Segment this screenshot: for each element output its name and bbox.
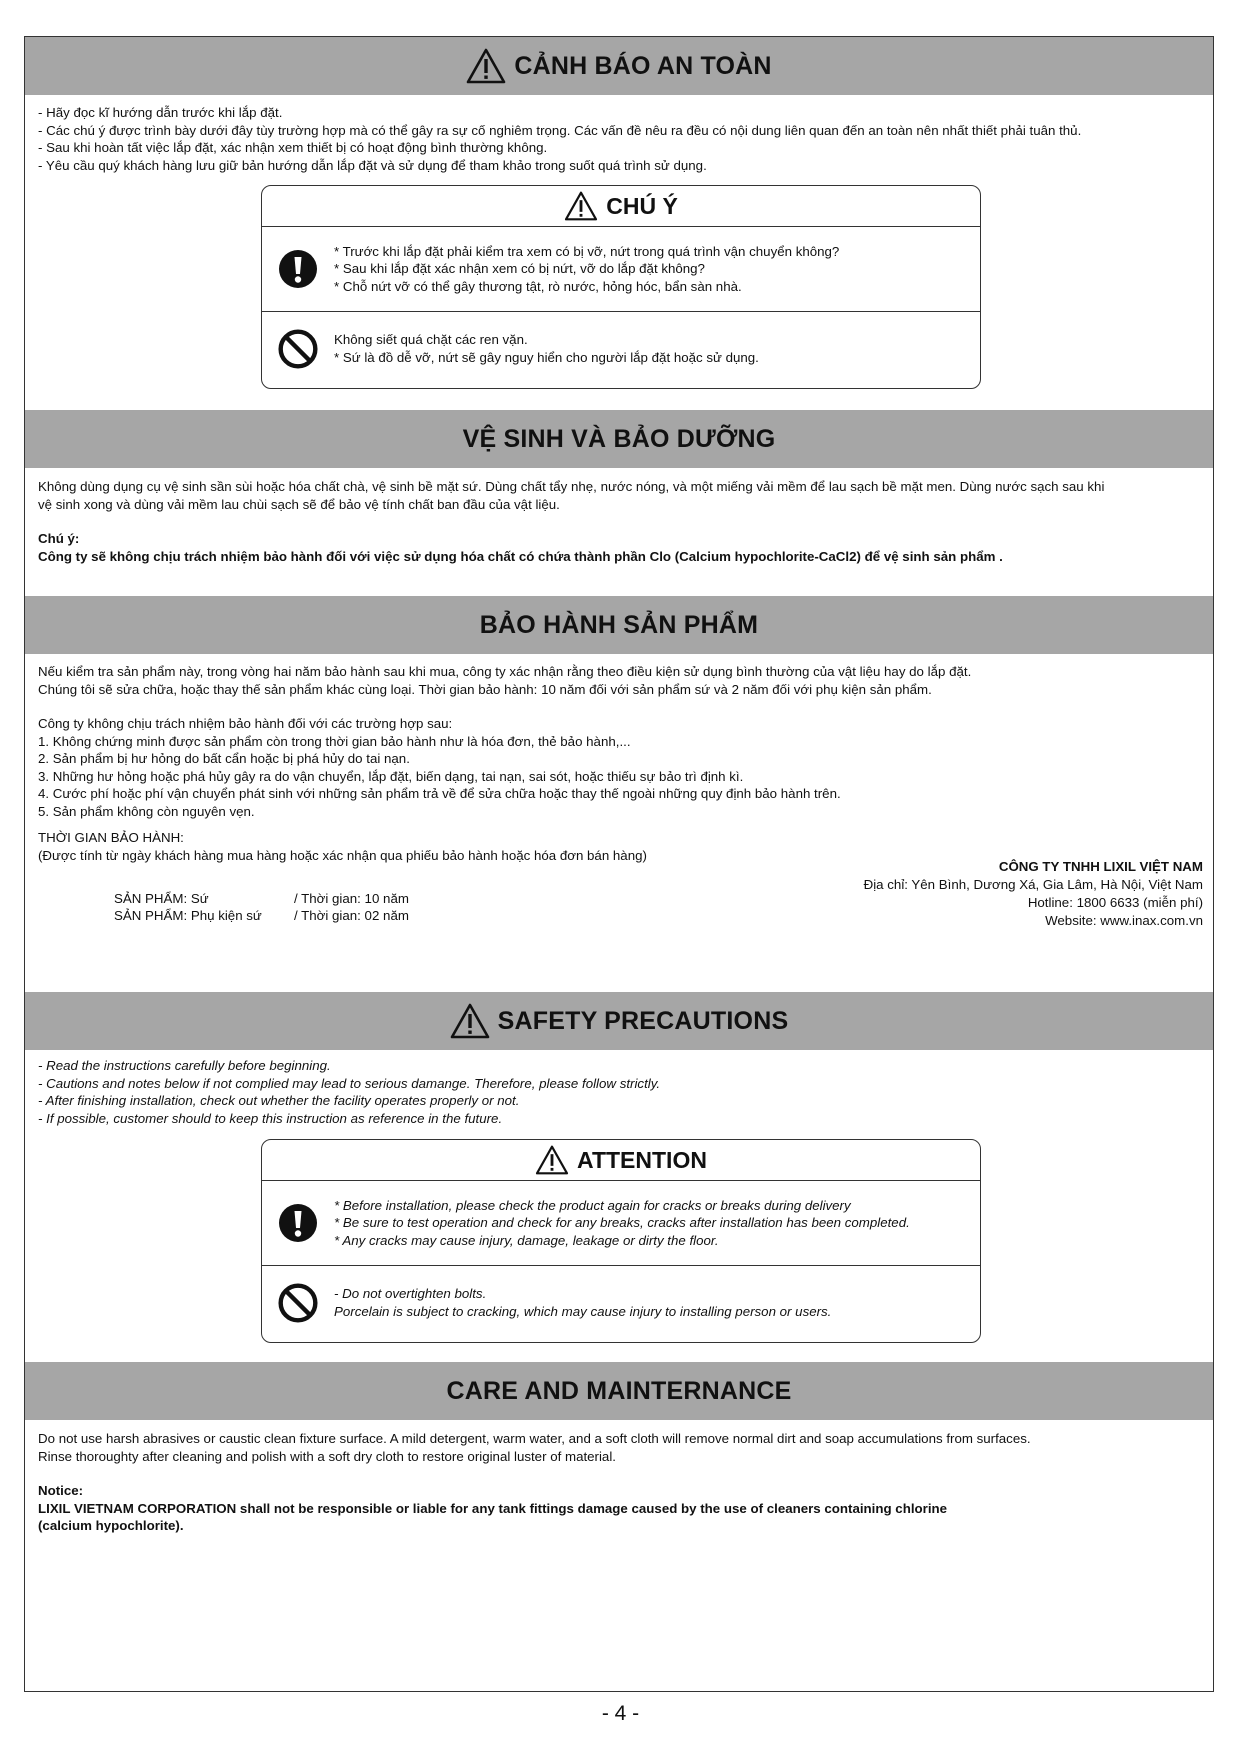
attention-en-warning-row — [262, 1181, 980, 1265]
care-en-title: CARE AND MAINTERNANCE — [446, 1376, 792, 1405]
caution-vi-warning-line: * Trước khi lắp đặt phải kiểm tra xem có bị vỡ, nứt trong quá trình vận chuyển không? — [334, 243, 840, 259]
warranty-vi-header — [25, 596, 1213, 654]
warranty-exclusion-line: 3. Những hư hỏng hoặc phá hủy gây ra do vận chuyển, lắp đặt, biến dạng, tai nạn, sai sót, hoặc thiếu sự bảo trì định kì. — [38, 768, 744, 784]
caution-vi-prohibit-line: Không siết quá chặt các ren vặn. — [334, 332, 528, 347]
care-vi-note-text: Công ty sẽ không chịu trách nhiệm bảo hành đối với việc sử dụng hóa chất có chứa thành phần Clo (Calcium hypochlorite-CaCl2) để vệ sinh sản phẩm . — [38, 548, 1003, 564]
care-vi-text — [38, 478, 1208, 565]
attention-en-warning-line: * Be sure to test operation and check for any breaks, cracks after installation has been completed. — [334, 1215, 910, 1231]
warning-triangle-icon — [564, 191, 598, 221]
safety-vi-text — [38, 104, 1208, 174]
safety-en-line: - If possible, customer should to keep this instruction as reference in the future. — [38, 1110, 503, 1126]
caution-vi-prohibit-row — [262, 311, 980, 385]
prohibited-icon — [277, 328, 319, 370]
warranty-period-label: THỜI GIAN BẢO HÀNH: — [38, 830, 184, 845]
attention-en-header — [262, 1140, 980, 1181]
warning-triangle-icon — [466, 48, 506, 84]
product-period: / Thời gian: 10 năm — [294, 891, 409, 906]
care-vi-note-label: Chú ý: — [38, 531, 80, 546]
warranty-exclusion-line: Công ty không chịu trách nhiệm bảo hành đối với các trường hợp sau: — [38, 716, 453, 731]
warranty-exclusion-line: 1. Không chứng minh được sản phẩm còn trong thời gian bảo hành như là hóa đơn, thẻ bảo hành,... — [38, 733, 631, 749]
company-info — [864, 858, 1203, 930]
safety-en-line: - Cautions and notes below if not complied may lead to serious damange. Therefore, please follow strictly. — [38, 1075, 661, 1091]
attention-en-warning-line: * Any cracks may cause injury, damage, leakage or dirty the floor. — [334, 1232, 719, 1248]
care-en-note-line: LIXIL VIETNAM CORPORATION shall not be responsible or liable for any tank fittings damage caused by the use of cleaners containing chlorine — [38, 1500, 948, 1516]
company-website: Website: www.inax.com.vn — [1045, 913, 1203, 928]
attention-en-prohibit-line: Porcelain is subject to cracking, which may cause injury to installing person or users. — [334, 1303, 832, 1319]
exclamation-icon — [278, 249, 318, 289]
product-name: SẢN PHẨM: Phụ kiện sứ — [114, 908, 262, 923]
prohibited-icon — [277, 1282, 319, 1324]
safety-vi-line: - Các chú ý được trình bày dưới đây tùy trường hợp mà có thể gây ra sự cố nghiêm trọng. Các vấn đề nêu ra đều có nội dung liên quan đến an toàn nên nhất thiết phải tuân thủ. — [38, 122, 1082, 138]
warning-triangle-icon — [450, 1003, 490, 1039]
safety-en-text — [38, 1057, 1208, 1127]
company-hotline: Hotline: 1800 6633 (miễn phí) — [1027, 895, 1203, 910]
attention-en-title: ATTENTION — [577, 1146, 707, 1173]
caution-vi-warning-row — [262, 227, 980, 311]
safety-en-title: SAFETY PRECAUTIONS — [497, 1006, 789, 1035]
care-vi-line: Không dùng dụng cụ vệ sinh sần sùi hoặc hóa chất chà, vệ sinh bề mặt sứ. Dùng chất tẩy nhẹ, nước nóng, và một miếng vải mềm để lau sạch bề mặt men. Dùng nước sạch sau khi — [38, 479, 1105, 494]
company-address: Địa chỉ: Yên Bình, Dương Xá, Gia Lâm, Hà Nội, Việt Nam — [863, 877, 1203, 892]
caution-vi-warning-line: * Sau khi lắp đặt xác nhận xem có bị nứt, vỡ do lắp đặt không? — [334, 261, 705, 277]
safety-vi-line: - Hãy đọc kĩ hướng dẫn trước khi lắp đặt. — [38, 105, 283, 120]
caution-vi-warning-line: * Chỗ nứt vỡ có thể gây thương tật, rò nước, hỏng hóc, bẩn sàn nhà. — [334, 278, 742, 294]
caution-vi-box — [261, 185, 981, 389]
warranty-intro-line: Nếu kiểm tra sản phẩm này, trong vòng hai năm bảo hành sau khi mua, công ty xác nhận rằng theo điều kiện sử dụng bình thường của vật liệu hay do lắp đặt. — [38, 664, 972, 679]
safety-vi-title: CẢNH BÁO AN TOÀN — [514, 51, 772, 80]
warranty-vi-title: BẢO HÀNH SẢN PHẨM — [479, 610, 759, 639]
safety-vi-line: - Yêu cầu quý khách hàng lưu giữ bản hướng dẫn lắp đặt và sử dụng để tham khảo trong suốt quá trình sử dụng. — [38, 157, 707, 173]
warranty-intro-line: Chúng tôi sẽ sửa chữa, hoặc thay thế sản phẩm khác cùng loại. Thời gian bảo hành: 10 năm đối với sản phẩm sứ và 2 năm đối với phụ kiện sản phẩm. — [38, 681, 932, 697]
warranty-vi-text — [38, 663, 1208, 864]
safety-vi-line: - Sau khi hoàn tất việc lắp đặt, xác nhận xem thiết bị có hoạt động bình thường không. — [38, 140, 548, 155]
warranty-product-row — [114, 907, 409, 925]
safety-en-line: - Read the instructions carefully before beginning. — [38, 1058, 331, 1073]
caution-vi-title: CHÚ Ý — [606, 192, 678, 219]
safety-vi-header — [25, 37, 1213, 95]
warranty-exclusion-line: 5. Sản phẩm không còn nguyên vẹn. — [38, 803, 255, 819]
safety-en-line: - After finishing installation, check out whether the facility operates properly or not. — [38, 1093, 520, 1108]
care-vi-header — [25, 410, 1213, 468]
attention-en-prohibit-row — [262, 1265, 980, 1339]
warranty-period-note: (Được tính từ ngày khách hàng mua hàng hoặc xác nhận qua phiếu bảo hành hoặc hóa đơn bán hàng) — [38, 847, 647, 863]
care-en-line: Rinse thoroughty after cleaning and polish with a soft dry cloth to restore original luster of material. — [38, 1448, 616, 1464]
care-vi-line: vệ sinh xong và dùng vải mềm lau chùi sạch sẽ để bảo vệ tính chất ban đầu của vật liệu. — [38, 496, 560, 512]
warning-triangle-icon — [535, 1145, 569, 1175]
safety-en-header — [25, 992, 1213, 1050]
caution-vi-prohibit-line: * Sứ là đồ dễ vỡ, nứt sẽ gây nguy hiển cho người lắp đặt hoặc sử dụng. — [334, 349, 759, 365]
warranty-exclusion-line: 4. Cước phí hoặc phí vận chuyển phát sinh với những sản phẩm trả về để sửa chữa hoặc thay thế ngoài những quy định bảo hành trên. — [38, 786, 841, 801]
exclamation-icon — [278, 1203, 318, 1243]
care-en-note-label: Notice: — [38, 1483, 84, 1498]
care-en-header — [25, 1362, 1213, 1420]
product-name: SẢN PHẨM: Sứ — [114, 891, 209, 906]
attention-en-warning-line: * Before installation, please check the product again for cracks or breaks during delivery — [334, 1197, 851, 1213]
warranty-exclusion-line: 2. Sản phẩm bị hư hỏng do bất cẩn hoặc bị phá hủy do tai nạn. — [38, 751, 410, 766]
warranty-product-row — [114, 890, 409, 908]
caution-vi-header — [262, 186, 980, 227]
care-en-line: Do not use harsh abrasives or caustic clean fixture surface. A mild detergent, warm water, and a soft cloth will remove normal dirt and soap accumulations from surfaces. — [38, 1431, 1031, 1446]
page-number: - 4 - — [601, 1702, 640, 1725]
care-en-text — [38, 1430, 1208, 1535]
attention-en-box — [261, 1139, 981, 1343]
company-name: CÔNG TY TNHH LIXIL VIỆT NAM — [998, 859, 1203, 874]
care-vi-title: VỆ SINH VÀ BẢO DƯỠNG — [462, 424, 776, 453]
attention-en-prohibit-line: - Do not overtighten bolts. — [334, 1286, 487, 1301]
product-period: / Thời gian: 02 năm — [294, 908, 409, 923]
care-en-note-line: (calcium hypochlorite). — [38, 1518, 184, 1533]
